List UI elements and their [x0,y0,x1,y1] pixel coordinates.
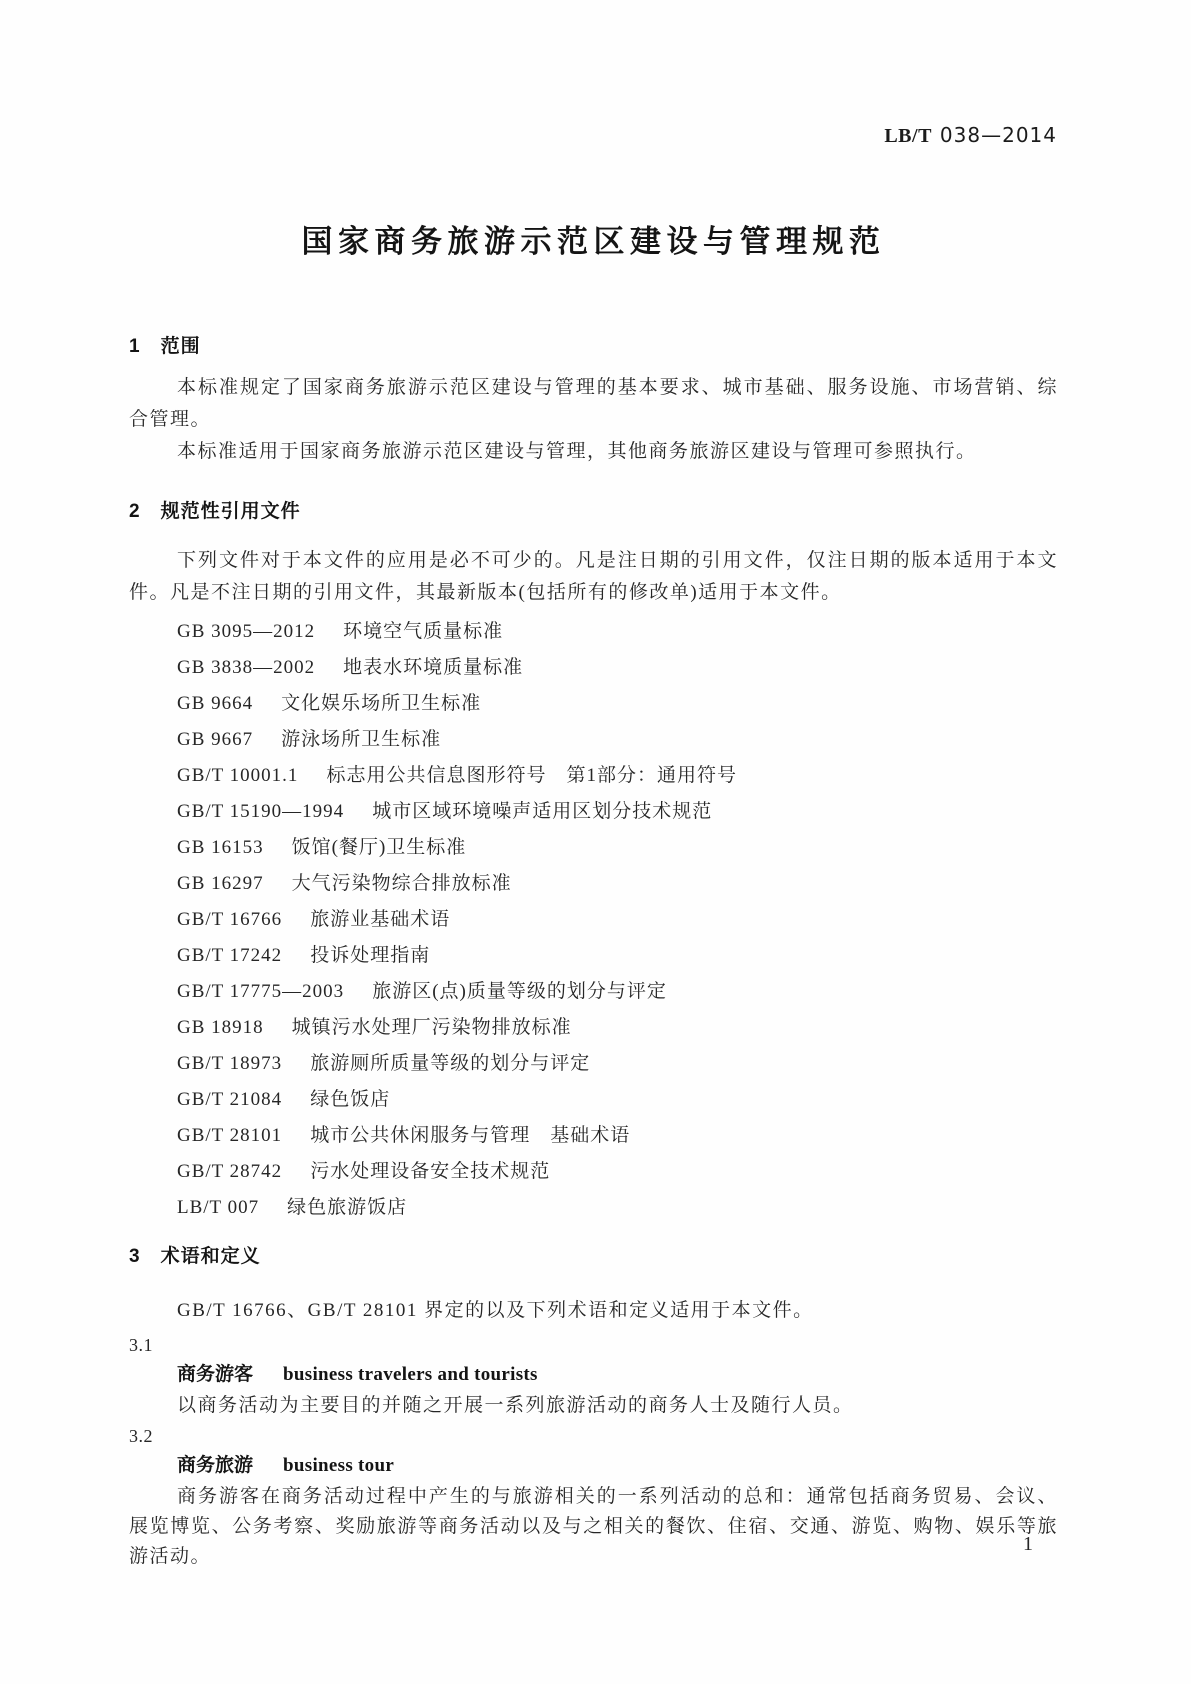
reference-code: GB/T 17775—2003 [177,981,345,1002]
term-entry [129,1330,1058,1421]
section-2-heading [129,500,1058,524]
reference-item [129,1046,1058,1082]
normative-references-list [129,614,1058,1226]
reference-title: 饭馆(餐厅)卫生标准 [291,837,467,858]
reference-title: 旅游业基础术语 [310,909,451,930]
term-en-label: business travelers and tourists [283,1364,538,1385]
page-number: 1 [1023,1533,1033,1555]
reference-item [129,866,1058,902]
section-2-number: 2 [129,501,140,522]
section-2-title: 规范性引用文件 [160,501,301,522]
term-zh-label: 商务游客 [177,1364,254,1385]
reference-item [129,650,1058,686]
reference-item [129,686,1058,722]
document-content [129,0,1058,1572]
term-heading [129,1451,1058,1482]
reference-title: 城市公共休闲服务与管理 基础术语 [310,1125,631,1146]
reference-item [129,974,1058,1010]
reference-code: GB 3838—2002 [177,657,316,678]
reference-code: GB 16297 [177,873,264,894]
reference-item [129,1082,1058,1118]
reference-code: GB 9667 [177,729,254,750]
reference-item [129,1010,1058,1046]
reference-title: 旅游厕所质量等级的划分与评定 [310,1053,591,1074]
reference-code: GB/T 17242 [177,945,283,966]
reference-code: GB/T 21084 [177,1089,283,1110]
section-3-heading [129,1245,1058,1269]
terms-list [129,1330,1058,1572]
term-heading [129,1360,1058,1391]
document-title: 国家商务旅游示范区建设与管理规范 [301,224,886,259]
reference-item [129,1190,1058,1226]
section-1-paragraph: 本标准适用于国家商务旅游示范区建设与管理，其他商务旅游区建设与管理可参照执行。 [177,441,977,462]
reference-title: 投诉处理指南 [310,945,431,966]
reference-title: 文化娱乐场所卫生标准 [281,693,482,714]
reference-code: GB/T 28101 [177,1125,283,1146]
reference-item [129,902,1058,938]
reference-item [129,938,1058,974]
reference-title: 旅游区(点)质量等级的划分与评定 [372,981,667,1002]
section-1-paragraph: 本标准规定了国家商务旅游示范区建设与管理的基本要求、城市基础、服务设施、市场营销、综合管理。 [129,377,1058,430]
term-en-label: business tour [283,1455,395,1476]
section-1-number: 1 [129,336,140,357]
reference-item [129,1154,1058,1190]
section-3-intro: GB/T 16766、GB/T 28101 界定的以及下列术语和定义适用于本文件。 [177,1300,814,1321]
section-1-title: 范围 [160,336,201,357]
standard-number-code: 038—2014 [939,123,1057,147]
section-3-title: 术语和定义 [160,1246,261,1267]
reference-item [129,794,1058,830]
reference-title: 大气污染物综合排放标准 [291,873,512,894]
reference-code: GB 9664 [177,693,254,714]
term-definition: 以商务活动为主要目的并随之开展一系列旅游活动的商务人士及随行人员。 [177,1395,854,1416]
reference-code: LB/T 007 [177,1197,260,1218]
reference-code: GB 3095—2012 [177,621,316,642]
reference-title: 污水处理设备安全技术规范 [310,1161,551,1182]
section-3-number: 3 [129,1246,140,1267]
reference-code: GB/T 18973 [177,1053,283,1074]
standard-number-prefix: LB/T [884,125,932,147]
term-number: 3.1 [129,1335,153,1355]
reference-title: 地表水环境质量标准 [343,657,524,678]
reference-item [129,830,1058,866]
reference-code: GB/T 15190—1994 [177,801,345,822]
section-1-heading [129,335,1058,359]
reference-title: 游泳场所卫生标准 [281,729,442,750]
section-2-intro: 下列文件对于本文件的应用是必不可少的。凡是注日期的引用文件，仅注日期的版本适用于本文件。凡是不注日期的引用文件，其最新版本(包括所有的修改单)适用于本文件。 [129,550,1058,603]
standard-number [884,123,1057,148]
reference-title: 环境空气质量标准 [343,621,504,642]
reference-code: GB/T 28742 [177,1161,283,1182]
reference-title: 城镇污水处理厂污染物排放标准 [291,1017,572,1038]
reference-code: GB/T 10001.1 [177,765,299,786]
reference-title: 绿色饭店 [310,1089,391,1110]
term-zh-label: 商务旅游 [177,1455,254,1476]
reference-code: GB 18918 [177,1017,264,1038]
reference-item [129,758,1058,794]
reference-code: GB 16153 [177,837,264,858]
reference-title: 绿色旅游饭店 [287,1197,408,1218]
reference-title: 标志用公共信息图形符号 第1部分：通用符号 [326,765,737,786]
reference-code: GB/T 16766 [177,909,283,930]
reference-item [129,614,1058,650]
term-definition: 商务游客在商务活动过程中产生的与旅游相关的一系列活动的总和：通常包括商务贸易、会议、展览博览、公务考察、奖励旅游等商务活动以及与之相关的餐饮、住宿、交通、游览、购物、娱乐等旅游活动。 [129,1486,1058,1567]
reference-item [129,1118,1058,1154]
term-entry [129,1421,1058,1572]
reference-title: 城市区域环境噪声适用区划分技术规范 [372,801,713,822]
reference-item [129,722,1058,758]
term-number: 3.2 [129,1426,153,1446]
